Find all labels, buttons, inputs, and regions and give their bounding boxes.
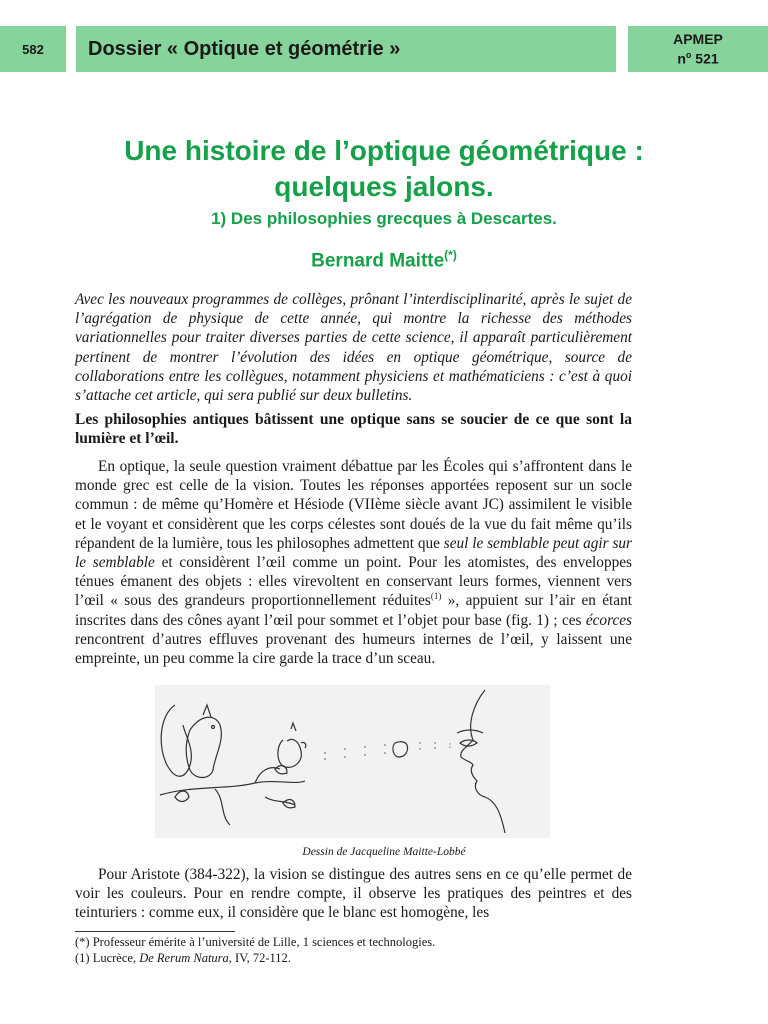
body-paragraph-2: Pour Aristote (384-322), la vision se distingue des autres sens en ce qu’elle permet de voir les couleurs. Pour en rendre compte, il observe les pratiques des peintres et des teinturiers : comme eux, il considère que le blanc est homogène, les xyxy=(75,866,632,922)
issue-sup: o xyxy=(685,50,692,61)
footnote-2-title: De Rerum Natura xyxy=(139,951,229,965)
figure-drawing xyxy=(155,685,550,838)
squirrel-large-eye xyxy=(212,726,215,729)
body1-italic-word: écorces xyxy=(585,611,632,629)
figure-svg xyxy=(155,685,550,838)
squirrel-large-ear xyxy=(203,705,211,717)
body-paragraph-1 xyxy=(75,457,632,668)
issue-number: 521 xyxy=(691,50,719,67)
footnote-2-a: (1) Lucrèce, xyxy=(75,951,140,965)
footnote-ref-1: (1) xyxy=(430,591,442,602)
author-line xyxy=(0,242,768,274)
issue-prefix: n xyxy=(677,50,686,67)
squirrel-small xyxy=(278,723,306,767)
body1-s2: et considèrent l’œil comme un point. Pour les atomistes, des enveloppes ténues émanent des objets : elles virevoltent en conservant leurs formes, viennent vers l’œil « sous des grandeurs proportionnellement réduites xyxy=(75,554,632,610)
section-heading: Les philosophies antiques bâtissent une optique sans se soucier de ce que sont la lumière et l’œil. xyxy=(75,411,632,448)
article-subtitle: 1) Des philosophies grecques à Descartes. xyxy=(211,209,557,228)
article-title-line2: quelques jalons. xyxy=(274,171,494,202)
dossier-title: Dossier « Optique et géométrie » xyxy=(88,37,401,60)
body1-s1: En optique, la seule question vraiment débattue par les Écoles qui s’affrontent dans le monde grec est celle de la vision. Toutes les réponses apportées reposent sur un socle commun : de même qu’Homère et Hésiode (VIIème siècle avant JC) assimilent le visible et le voyant et considèrent que les corps célestes sont doués de la vue du fait même qu’ils répandent de la lumière, tous les philosophes admettent que xyxy=(75,458,632,552)
body1-italic-phrase: seul le semblable peut agir sur le semblable xyxy=(75,534,632,572)
author-footnote-mark: (*) xyxy=(444,248,457,262)
eyebrow xyxy=(457,730,483,733)
footnote-1: (*) Professeur émérite à l’université de Lille, 1 sciences et technologies. xyxy=(75,935,436,949)
body1-s4: rencontrent d’autres effluves provenant des humeurs internes de l’œil, y laissent une empreinte, un peu comme la cire garde la trace d’un sceau. xyxy=(75,630,632,668)
squirrel-large-body xyxy=(186,717,221,777)
figure-caption: Dessin de Jacqueline Maitte-Lobbé xyxy=(302,846,466,858)
article-title-line1: Une histoire de l’optique géométrique : xyxy=(124,135,644,166)
face-profile xyxy=(461,690,505,833)
footnote-2-b: , IV, 72-112. xyxy=(228,951,291,965)
footnote-2 xyxy=(75,950,291,966)
page-number xyxy=(0,26,66,72)
vision-cone xyxy=(324,742,450,760)
abstract: Avec les nouveaux programmes de collèges, prônant l’interdisciplinarité, après le sujet de l’agrégation de physique de cette année, qui montre la richesse des méthodes variationnelles pour traiter diverses parties de cette science, il apparaît particulièrement pertinent de montrer l’évolution des idées en optique géométrique, source de collaborations entre les collègues, notamment physiciens et mathématiciens : c’est à quoi s’attache cet article, qui sera publié sur deux bulletins. xyxy=(75,291,632,405)
journal-name: APMEP xyxy=(673,31,723,48)
footnote-rule xyxy=(75,931,235,932)
body1-s3: », appuient sur l’air en étant inscrites dans des cônes ayant l’œil pour sommet et l’objet pour base (fig. 1) ; ces xyxy=(75,592,632,629)
author-name: Bernard Maitte xyxy=(311,250,445,272)
dossier-banner xyxy=(76,26,616,72)
squirrel-tiny xyxy=(393,742,408,757)
issue-label xyxy=(677,47,718,67)
page-number-text: 582 xyxy=(22,41,44,57)
journal-badge xyxy=(628,26,768,72)
